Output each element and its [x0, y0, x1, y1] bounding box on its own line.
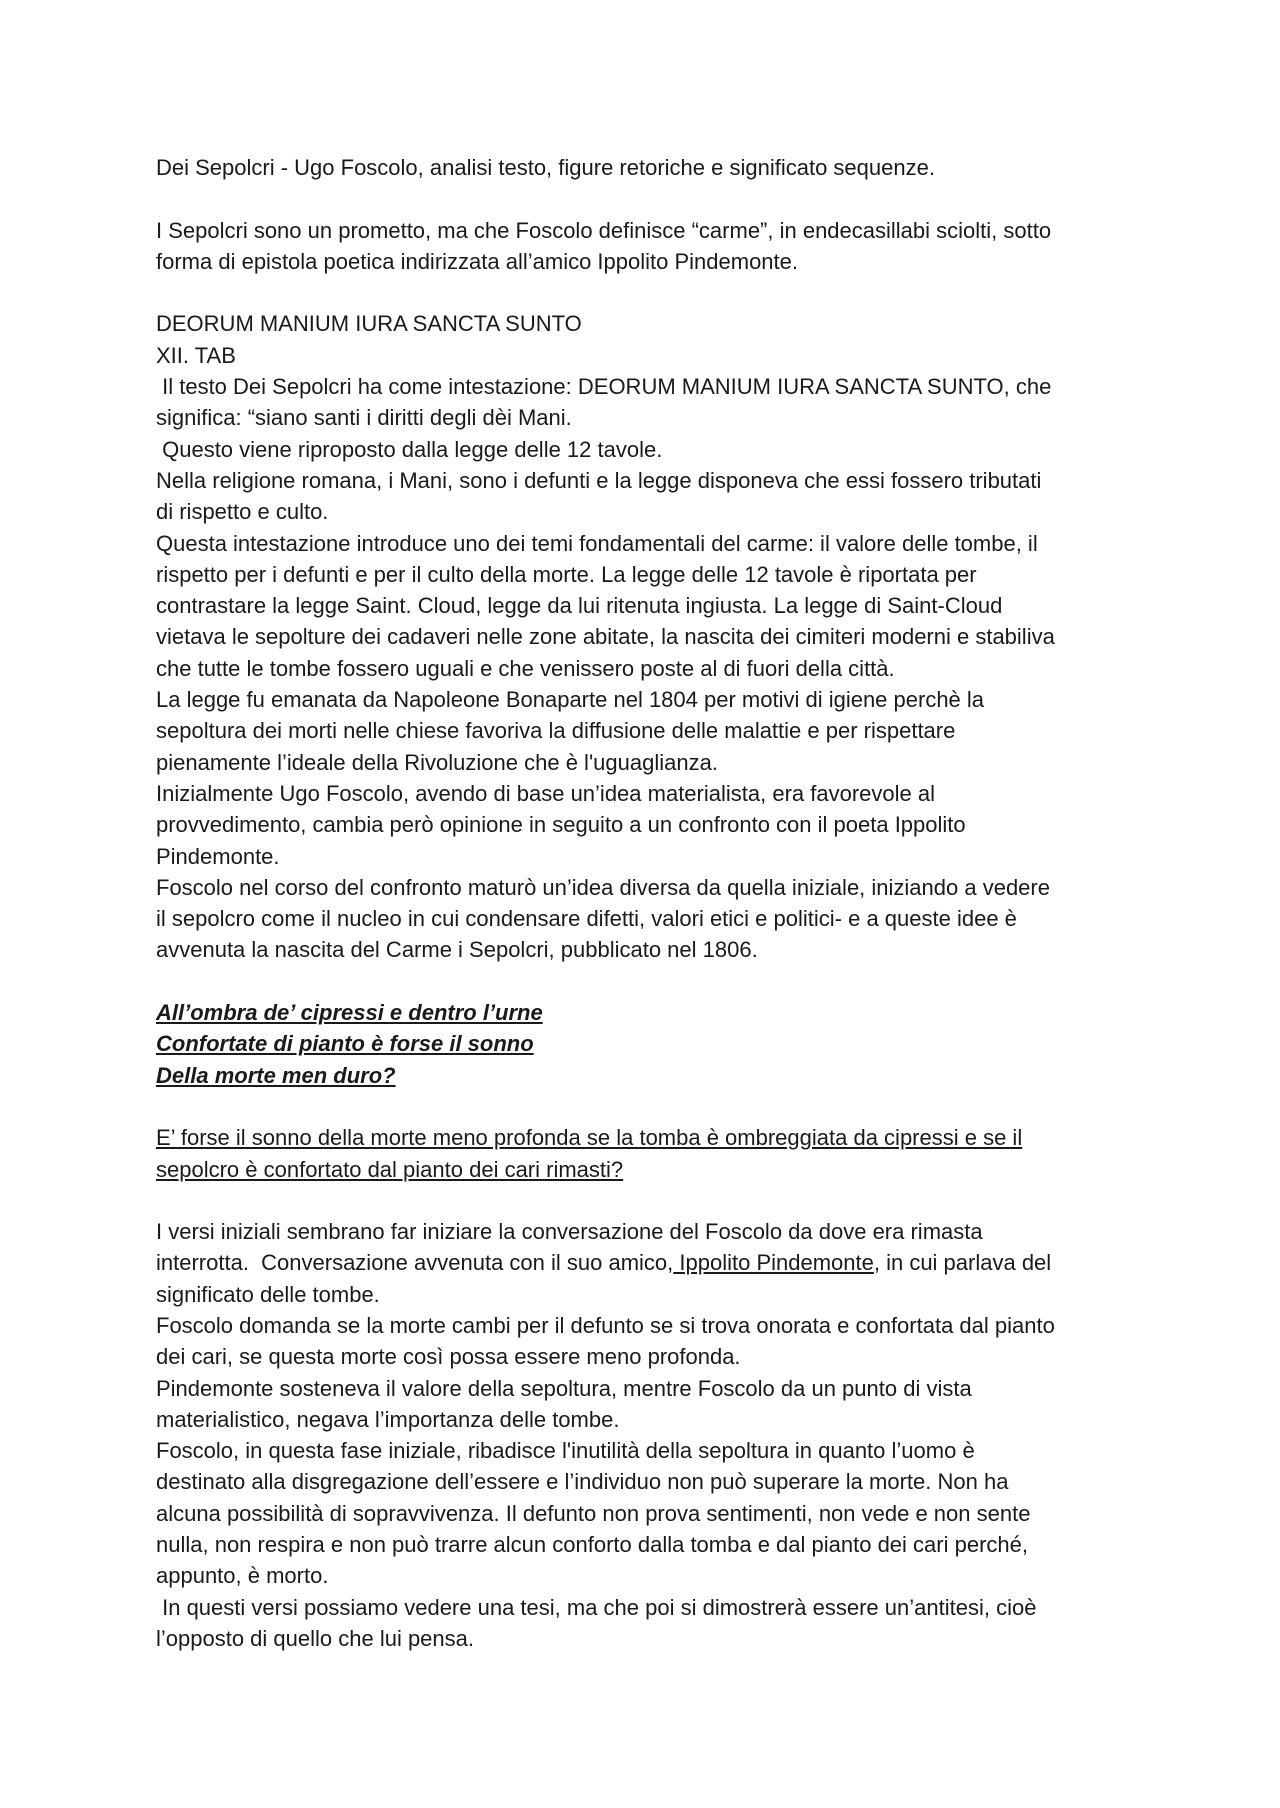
analysis-line: Nella religione romana, i Mani, sono i defunti e la legge disponeva che essi fossero tributati — [156, 467, 1042, 493]
document-title: Dei Sepolcri - Ugo Foscolo, analisi testo, figure retoriche e significato sequenze. — [156, 155, 935, 180]
commentary-line: appunto, è morto. — [156, 1563, 329, 1589]
commentary-line: alcuna possibilità di sopravvivenza. Il defunto non prova sentimenti, non vede e non sente — [156, 1500, 1031, 1526]
analysis-line: provvedimento, cambia però opinione in seguito a un confronto con il poeta Ippolito — [156, 812, 966, 838]
paraphrase-paragraph — [156, 1122, 1146, 1185]
analysis-line: il sepolcro come il nucleo in cui condensare difetti, valori etici e politici- e a queste idee è — [156, 906, 1017, 932]
commentary-line-with-link — [156, 1247, 1146, 1278]
commentary-paragraph — [156, 1216, 1146, 1654]
epigraph-source: XII. TAB — [156, 342, 236, 368]
analysis-line: Inizialmente Ugo Foscolo, avendo di base un’idea materialista, era favorevole al — [156, 780, 935, 806]
verse-line: Confortate di pianto è forse il sonno — [156, 1031, 534, 1057]
epigraph-motto: DEORUM MANIUM IURA SANCTA SUNTO — [156, 311, 582, 337]
paraphrase-line: E’ forse il sonno della morte meno profonda se la tomba è ombreggiata da cipressi e se il — [156, 1125, 1023, 1151]
intro-paragraph — [156, 215, 1146, 278]
intro-line: forma di epistola poetica indirizzata all’amico Ippolito Pindemonte. — [156, 248, 799, 274]
analysis-line: sepoltura dei morti nelle chiese favoriva la diffusione delle malattie e per rispettare — [156, 718, 956, 744]
analysis-line: Questa intestazione introduce uno dei temi fondamentali del carme: il valore delle tombe, il — [156, 530, 1038, 556]
analysis-line: vietava le sepolture dei cadaveri nelle zone abitate, la nascita dei cimiteri moderni e stabiliva — [156, 624, 1055, 650]
intro-line: I Sepolcri sono un prometto, ma che Foscolo definisce “carme”, in endecasillabi sciolti, sotto — [156, 217, 1052, 243]
spacer — [156, 1091, 1146, 1122]
spacer — [156, 966, 1146, 997]
analysis-line: che tutte le tombe fossero uguali e che venissero poste al di fuori della città. — [156, 655, 895, 681]
commentary-line: dei cari, se questa morte così possa essere meno profonda. — [156, 1344, 741, 1370]
analysis-line: Foscolo nel corso del confronto maturò un’idea diversa da quella iniziale, iniziando a vedere — [156, 874, 1050, 900]
commentary-line: I versi iniziali sembrano far iniziare la conversazione del Foscolo da dove era rimasta — [156, 1219, 983, 1245]
commentary-line: materialistico, negava l’importanza delle tombe. — [156, 1406, 620, 1432]
verse-line: Della morte men duro? — [156, 1062, 396, 1088]
commentary-line: Foscolo, in questa fase iniziale, ribadisce l'inutilità della sepoltura in quanto l’uomo è — [156, 1438, 975, 1464]
analysis-line: Il testo Dei Sepolcri ha come intestazione: DEORUM MANIUM IURA SANCTA SUNTO, che — [156, 374, 1052, 400]
verse-quote — [156, 997, 1146, 1091]
analysis-line: contrastare la legge Saint. Cloud, legge da lui ritenuta ingiusta. La legge di Saint-Cloud — [156, 593, 1003, 619]
epigraph-block — [156, 308, 1146, 371]
analysis-line: Pindemonte. — [156, 843, 280, 869]
commentary-line: Foscolo domanda se la morte cambi per il defunto se si trova onorata e confortata dal pianto — [156, 1312, 1055, 1338]
document-title-block — [156, 152, 1146, 183]
analysis-line: significa: “siano santi i diritti degli dèi Mani. — [156, 405, 572, 431]
spacer — [156, 183, 1146, 214]
commentary-line: destinato alla disgregazione dell’essere e l’individuo non può superare la morte. Non ha — [156, 1469, 1009, 1495]
analysis-line: rispetto per i defunti e per il culto della morte. La legge delle 12 tavole è riportata per — [156, 561, 977, 587]
analysis-line: di rispetto e culto. — [156, 499, 329, 525]
commentary-line: l’opposto di quello che lui pensa. — [156, 1625, 475, 1651]
spacer — [156, 1185, 1146, 1216]
analysis-line: avvenuta la nascita del Carme i Sepolcri, pubblicato nel 1806. — [156, 937, 758, 963]
commentary-line: significato delle tombe. — [156, 1281, 380, 1307]
analysis-paragraph — [156, 371, 1146, 966]
commentary-line: Pindemonte sosteneva il valore della sepoltura, mentre Foscolo da un punto di vista — [156, 1375, 972, 1401]
verse-line: All’ombra de’ cipressi e dentro l’urne — [156, 1000, 543, 1026]
analysis-line: La legge fu emanata da Napoleone Bonaparte nel 1804 per motivi di igiene perchè la — [156, 687, 985, 713]
commentary-text: interrotta. Conversazione avvenuta con il suo amico, — [156, 1250, 674, 1276]
analysis-line: Questo viene riproposto dalla legge delle 12 tavole. — [156, 436, 663, 462]
paraphrase-line: sepolcro è confortato dal pianto dei cari rimasti? — [156, 1156, 624, 1182]
analysis-line: pienamente l’ideale della Rivoluzione che è l'uguaglianza. — [156, 749, 718, 775]
spacer — [156, 277, 1146, 308]
pindemonte-link[interactable]: Ippolito Pindemonte — [673, 1250, 874, 1276]
document-page — [156, 152, 1146, 1654]
commentary-line: In questi versi possiamo vedere una tesi, ma che poi si dimostrerà essere un’antitesi, cioè — [156, 1594, 1037, 1620]
commentary-line: nulla, non respira e non può trarre alcun conforto dalla tomba e dal pianto dei cari perché, — [156, 1532, 1028, 1558]
commentary-text: , in cui parlava del — [873, 1250, 1052, 1276]
